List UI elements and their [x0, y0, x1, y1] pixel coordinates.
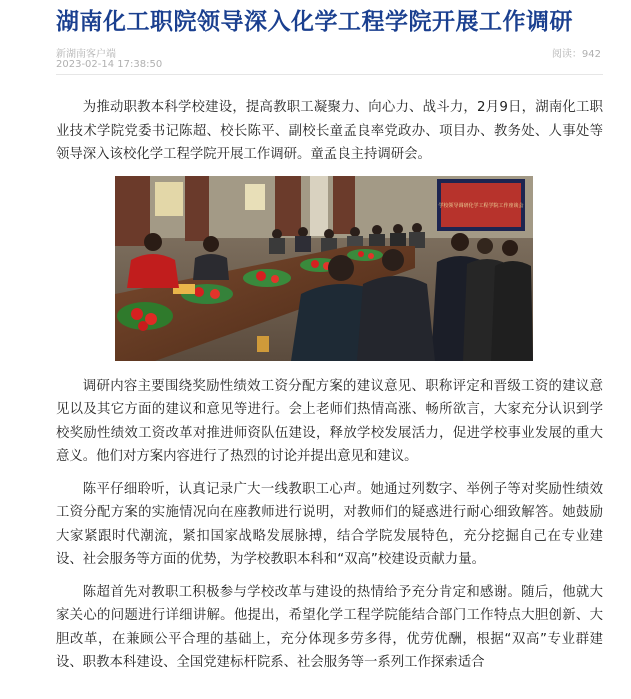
article-paragraph: 陈平仔细聆听，认真记录广大一线教职工心声。她通过列数字、举例子等对奖励性绩效工资分配方案的实施情况向在座教师进行说明，对教师们的疑惑进行耐心细致解答。她鼓励大家紧跟时代潮流，紧扣国家战略发展脉搏，结合学院发展特色，充分挖掘自己在专业建设、社会服务等方面的优势，为学校教职本科和“双高”校建设贡献力量。	[56, 481, 603, 567]
article-title: 湖南化工职院领导深入化学工程学院开展工作调研	[56, 9, 573, 35]
article-paragraph: 陈超首先对教职工积极参与学校改革与建设的热情给予充分肯定和感谢。随后，他就大家关心的问题进行详细讲解。他提出，希望化学工程学院能结合部门工作特点大胆创新、大胆改革，在兼顾公平合理的基础上，充分体现多劳多得，优劳优酬，根据“双高”专业群建设、职教本科建设、全国党建标杆院系、社会服务等一系列工作探索适合	[56, 584, 603, 670]
article-source[interactable]: 新湖南客户端	[56, 49, 116, 60]
article-paragraph: 调研内容主要围绕奖励性绩效工资分配方案的建议意见、职称评定和晋级工资的建议意见以及其它方面的建议和意见等进行。会上老师们热情高涨、畅所欲言，大家充分认识到学校奖励性绩效工资改革对推进师资队伍建设，释放学校发展活力，促进学校事业发展的重大意义。他们对方案内容进行了热烈的讨论并提出意见和建议。	[56, 378, 603, 464]
article-meta	[56, 45, 603, 75]
photo-banner-text: 学校领导调研化学工程学院工作座谈会	[438, 202, 524, 209]
read-count: 阅读：942	[551, 49, 601, 60]
article-time: 2023-02-14 17:38:50	[56, 59, 163, 70]
article-photo[interactable]	[115, 176, 533, 361]
article-paragraph: 为推动职教本科学校建设，提高教职工凝聚力、向心力、战斗力，2月9日，湖南化工职业技术学院党委书记陈超、校长陈平、副校长童孟良率党政办、项目办、教务处、人事处等领导深入该校化学工程学院开展工作调研。童孟良主持调研会。	[56, 100, 603, 162]
meeting-room-photo	[115, 176, 533, 361]
